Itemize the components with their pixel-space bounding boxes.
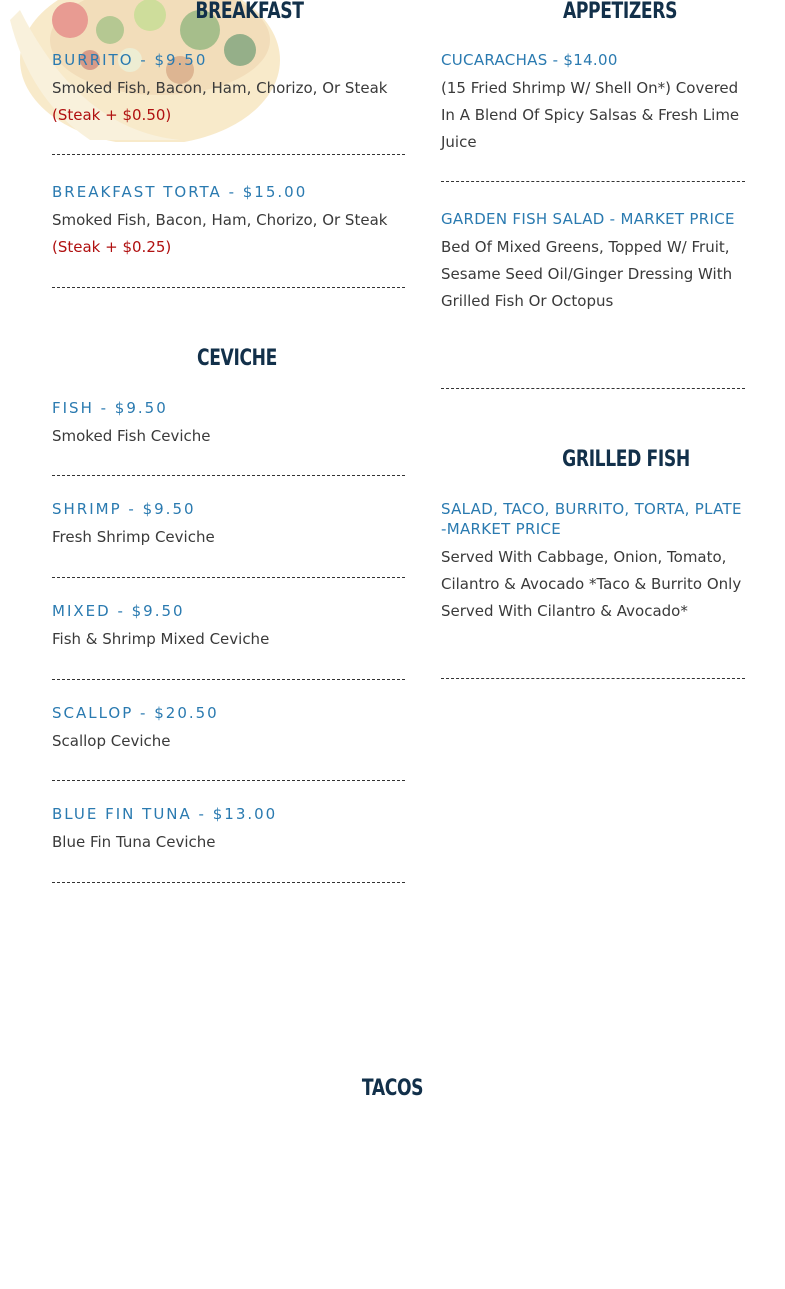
item-description: Fresh Shrimp Ceviche (52, 528, 215, 546)
menu-item-cucarachas (441, 50, 745, 182)
item-description: Blue Fin Tuna Ceviche (52, 833, 216, 851)
menu-item-mixed-ceviche (52, 601, 405, 680)
item-description: Smoked Fish Ceviche (52, 427, 211, 445)
section-title-ceviche: CEVICHE (197, 346, 277, 371)
item-name: BLUE FIN TUNA - $13.00 (52, 805, 278, 823)
item-description (52, 75, 405, 129)
item-name: CUCARACHAS - $14.00 (441, 51, 618, 69)
menu-item-fish-ceviche (52, 398, 405, 476)
item-description (52, 207, 405, 261)
item-description: (15 Fried Shrimp W/ Shell On*) Covered In A Blend Of Spicy Salsas & Fresh Lime Juice (441, 79, 740, 151)
item-name: BURRITO - $9.50 (52, 51, 208, 69)
item-name: BREAKFAST TORTA - $15.00 (52, 183, 308, 201)
section-title-grilled-fish: GRILLED FISH (562, 447, 690, 472)
menu-item-breakfast-torta (52, 182, 405, 288)
menu-item-blue-fin-tuna-ceviche (52, 804, 405, 883)
extra-price: (Steak + $0.25) (52, 238, 172, 256)
item-name: GARDEN FISH SALAD - MARKET PRICE (441, 210, 735, 228)
item-description: Bed Of Mixed Greens, Topped W/ Fruit, Sesame Seed Oil/Ginger Dressing With Grilled Fish Or Octopus (441, 238, 733, 310)
item-name: FISH - $9.50 (52, 399, 168, 417)
section-title-breakfast: BREAKFAST (195, 0, 304, 24)
item-name: MIXED - $9.50 (52, 602, 185, 620)
item-description: Fish & Shrimp Mixed Ceviche (52, 630, 270, 648)
extra-price: (Steak + $0.50) (52, 106, 172, 124)
item-name: SHRIMP - $9.50 (52, 500, 196, 518)
section-title-tacos: TACOS (361, 1076, 424, 1101)
item-description: Served With Cabbage, Onion, Tomato, Cilantro & Avocado *Taco & Burrito Only Served With Cilantro & Avocado* (441, 548, 742, 620)
item-name: SCALLOP - $20.50 (52, 704, 219, 722)
section-title-appetizers: APPETIZERS (562, 0, 678, 24)
item-description: Scallop Ceviche (52, 732, 171, 750)
item-name: SALAD, TACO, BURRITO, TORTA, PLATE -MARKET PRICE (441, 500, 742, 538)
menu-item-scallop-ceviche (52, 703, 405, 781)
menu-item-burrito (52, 50, 405, 155)
menu-item-shrimp-ceviche (52, 499, 405, 578)
item-description-text: Smoked Fish, Bacon, Ham, Chorizo, Or Steak (52, 211, 388, 229)
menu-item-grilled-fish (441, 499, 745, 679)
menu-item-garden-fish-salad (441, 209, 745, 389)
item-description-text: Smoked Fish, Bacon, Ham, Chorizo, Or Steak (52, 79, 388, 97)
